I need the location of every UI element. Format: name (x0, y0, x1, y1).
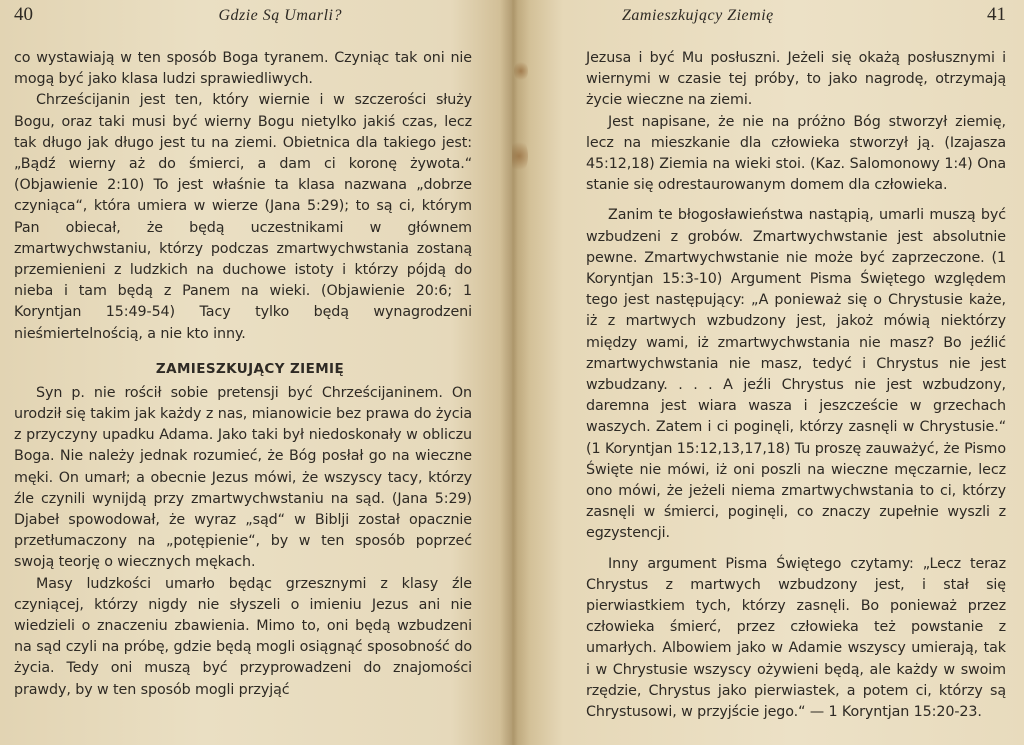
paper-stain (514, 60, 528, 82)
right-running-head (586, 4, 1006, 30)
paragraph: Jezusa i być Mu posłuszni. Jeżeli się okażą posłusznymi i wiernymi w czasie tej próby, to jako nagrodę, otrzymają życie wieczne na ziemi. (586, 50, 1006, 109)
right-page-number: 41 (987, 4, 1006, 25)
right-page (512, 0, 1024, 745)
left-page-number: 40 (14, 4, 33, 25)
paragraph: Jest napisane, że nie na próżno Bóg stworzył ziemię, lecz na mieszkanie dla człowieka stworzył ją. (Izajasza 45:12,18) Ziemia na wieki stoi. (Kaz. Salomonowy 1:4) Ona stanie się odrestaurowanym domem dla człowieka. (586, 113, 1006, 194)
paragraph: co wystawiają w ten sposób Boga tyranem. Czyniąc tak oni nie mogą być jako klasa ludzi sprawiedliwych. (14, 50, 472, 88)
paragraph: Syn p. nie rościł sobie pretensji być Chrześcijaninem. On urodził się takim jak każdy z nas, mianowicie bez prawa do życia z przyczyny upadku Adama. Jako taki był niedoskonały w obliczu Boga. Nie należy jednak rozumieć, że Bóg posłał go na wieczne męki. On umarł; a obecnie Jezus mówi, że wszyscy tacy, którzy źle czynili wynijdą przy zmartwychwstaniu na sąd. (Jana 5:29) Djabeł spowodował, że wyraz „sąd“ w Biblji został opacznie przetłumaczony na „potępienie“, by w ten sposób poprzeć swoją teorję o wiecznych mękach. (14, 384, 472, 571)
section-heading: ZAMIESZKUJĄCY ZIEMIĘ (155, 360, 345, 377)
paragraph: Chrześcijanin jest ten, który wiernie i w szczerości służy Bogu, oraz taki musi być wierny Bogu nietylko jakiś czas, lecz tak długo jak długo jest tu na ziemi. Obietnica dla takiego jest: „Bądź wierny aż do śmierci, a dam ci koronę żywota.“ (Objawienie 2:10) To jest właśnie ta klasa nazwana „dobrze czyniąca“, która umiera w wierze (Jana 5:29); to są ci, którym Pan obiecał, że będą uczestnikami w głównem zmartwychwstaniu, którzy podczas zmartwychwstania zostaną przemienieni z ludzkich na duchowe istoty i którzy pójdą do nieba i tam będą z Panem na wieki. (Objawienie 20:6; 1 Koryntjan 15:49-54) Tacy tylko będą wynagrodzeni nieśmiertelnością, a nie kto inny. (14, 92, 472, 342)
right-running-title: Zamieszkujący Ziemię (622, 7, 774, 24)
left-running-head (14, 4, 472, 30)
right-page-text (586, 48, 1006, 723)
paper-stain (512, 138, 528, 174)
paragraph: Masy ludzkości umarło będąc grzesznymi z klasy źle czyniącej, którzy nigdy nie słyszeli o imieniu Jezus ani nie wiedzieli o znaczeniu zbawienia. Mimo to, oni będą wzbudzeni na sąd czyli na próbę, gdzie będą mogli osiągnąć sposobność do życia. Tedy oni muszą być przyprowadzeni do znajomości prawdy, by w ten sposób mogli przyjąć (14, 575, 472, 698)
left-page-text (14, 48, 472, 701)
paragraph: Zanim te błogosławieństwa nastąpią, umarli muszą być wzbudzeni z grobów. Zmartwychwstanie jest absolutnie pewne. Zmartwychwstanie nie może być zaprzeczone. (1 Koryntjan 15:3-10) Argument Pisma Świętego względem tego jest następujący: „A ponieważ się o Chrystusie każe, iż z martwych wzbudzony jest, jakoż mówią niektórzy między wami, iż zmartwychwstania nie masz? Bo jeźlić zmartwychwstania nie masz, tedyć i Chrystus nie jest wzbudzany. . . . A jeźli Chrystus nie jest wzbudzony, daremna jest wiara wasza i jeszczeście w grzechach waszych. Zatem i ci poginęli, którzy zasnęli w Chrystusie.“ (1 Koryntjan 15:12,13,17,18) Tu proszę zauważyć, że Pismo Święte nie mówi, iż oni poszli na wieczne męczarnie, lecz ono mówi, że jeżeli niema zmartwychwstania to ci, którzy zasnęli w śmierci, poginęli, co znaczy zupełnie wyszli z egzystencji. (586, 207, 1006, 542)
paragraph: Inny argument Pisma Świętego czytamy: „Lecz teraz Chrystus z martwych wzbudzony jest, i stał się pierwiastkiem tych, którzy zasnęli. Bo ponieważ przez człowieka śmierć, przez człowieka też powstanie z umarłych. Albowiem jako w Adamie wszyscy umierają, tak i w Chrystusie wszyscy ożywieni będą, ale każdy w swoim rzędzie, Chrystus jako pierwiastek, a potem ci, którzy są Chrystusowi, w przyjście jego.“ — 1 Koryntjan 15:20-23. (586, 555, 1006, 721)
left-running-title: Gdzie Są Umarli? (218, 7, 342, 24)
